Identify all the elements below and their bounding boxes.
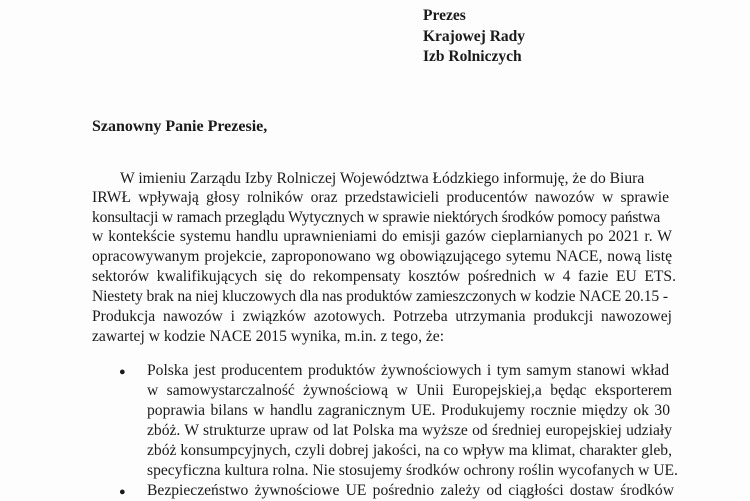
bullet-dot-icon: ● xyxy=(119,486,126,498)
addressee-line: Prezes xyxy=(423,7,466,24)
paragraph-line: IRWŁ wpływają głosy rolników oraz przedstawicieli producentów nawozów w sprawie xyxy=(92,189,669,206)
bullet-dot-icon: ● xyxy=(119,366,126,378)
bullet-line: w samowystarczalność żywnościową w Unii Europejskiej,a będąc eksporterem xyxy=(147,382,672,399)
letter-greeting: Szanowny Panie Prezesie, xyxy=(92,118,268,135)
bullet-line: Bezpieczeństwo żywnościowe UE pośrednio zależy od ciągłości dostaw środków xyxy=(147,482,674,499)
paragraph-line: zawartej w kodzie NACE 2015 wynika, m.in. z tego, że: xyxy=(92,328,445,345)
bullet-line: poprawia bilans w handlu zagranicznym UE. Produkujemy rocznie między ok 30 xyxy=(147,402,670,419)
addressee-block xyxy=(423,6,525,68)
paragraph-line: W imieniu Zarządu Izby Rolniczej Województwa Łódzkiego informuję, że do Biura xyxy=(120,170,645,187)
bullet-line: Polska jest producentem produktów żywnościowych i tym samym stanowi wkład xyxy=(147,362,669,379)
paragraph-line: opracowywanym projekcie, zaproponowano wg obowiązującego sytemu NACE, nową listę xyxy=(92,248,672,265)
bullet-line: zbóż konsumpcyjnych, czyli dobrej jakości, na co wpływ ma klimat, charakter gleb, xyxy=(147,442,672,459)
paragraph-line: Niestety brak na niej kluczowych dla nas produktów zamieszczonych w kodzie NACE 20.15 - xyxy=(92,288,668,305)
paragraph-line: Produkcja nawozów i związków azotowych. Potrzeba utrzymania produkcji nawozowej xyxy=(92,308,672,325)
paragraph-line: w kontekście systemu handlu uprawnieniami do emisji gazów cieplarnianych po 2021 r. W xyxy=(92,228,672,245)
paragraph-line: sektorów kwalifikujących się do rekompensaty kosztów pośrednich w 4 fazie EU ETS. xyxy=(92,268,676,285)
bullet-line: specyficzna kultura rolna. Nie stosujemy środków ochrony roślin wycofanych w UE. xyxy=(147,462,678,479)
addressee-line: Izb Rolniczych xyxy=(423,48,522,65)
addressee-line: Krajowej Rady xyxy=(423,27,526,45)
bullet-line: zbóż. W strukturze upraw od lat Polska ma wyższe od średniej europejskiej udziały xyxy=(147,422,672,439)
paragraph-line: konsultacji w ramach przeglądu Wytycznych w sprawie niektórych środków pomocy państwa xyxy=(92,209,661,226)
